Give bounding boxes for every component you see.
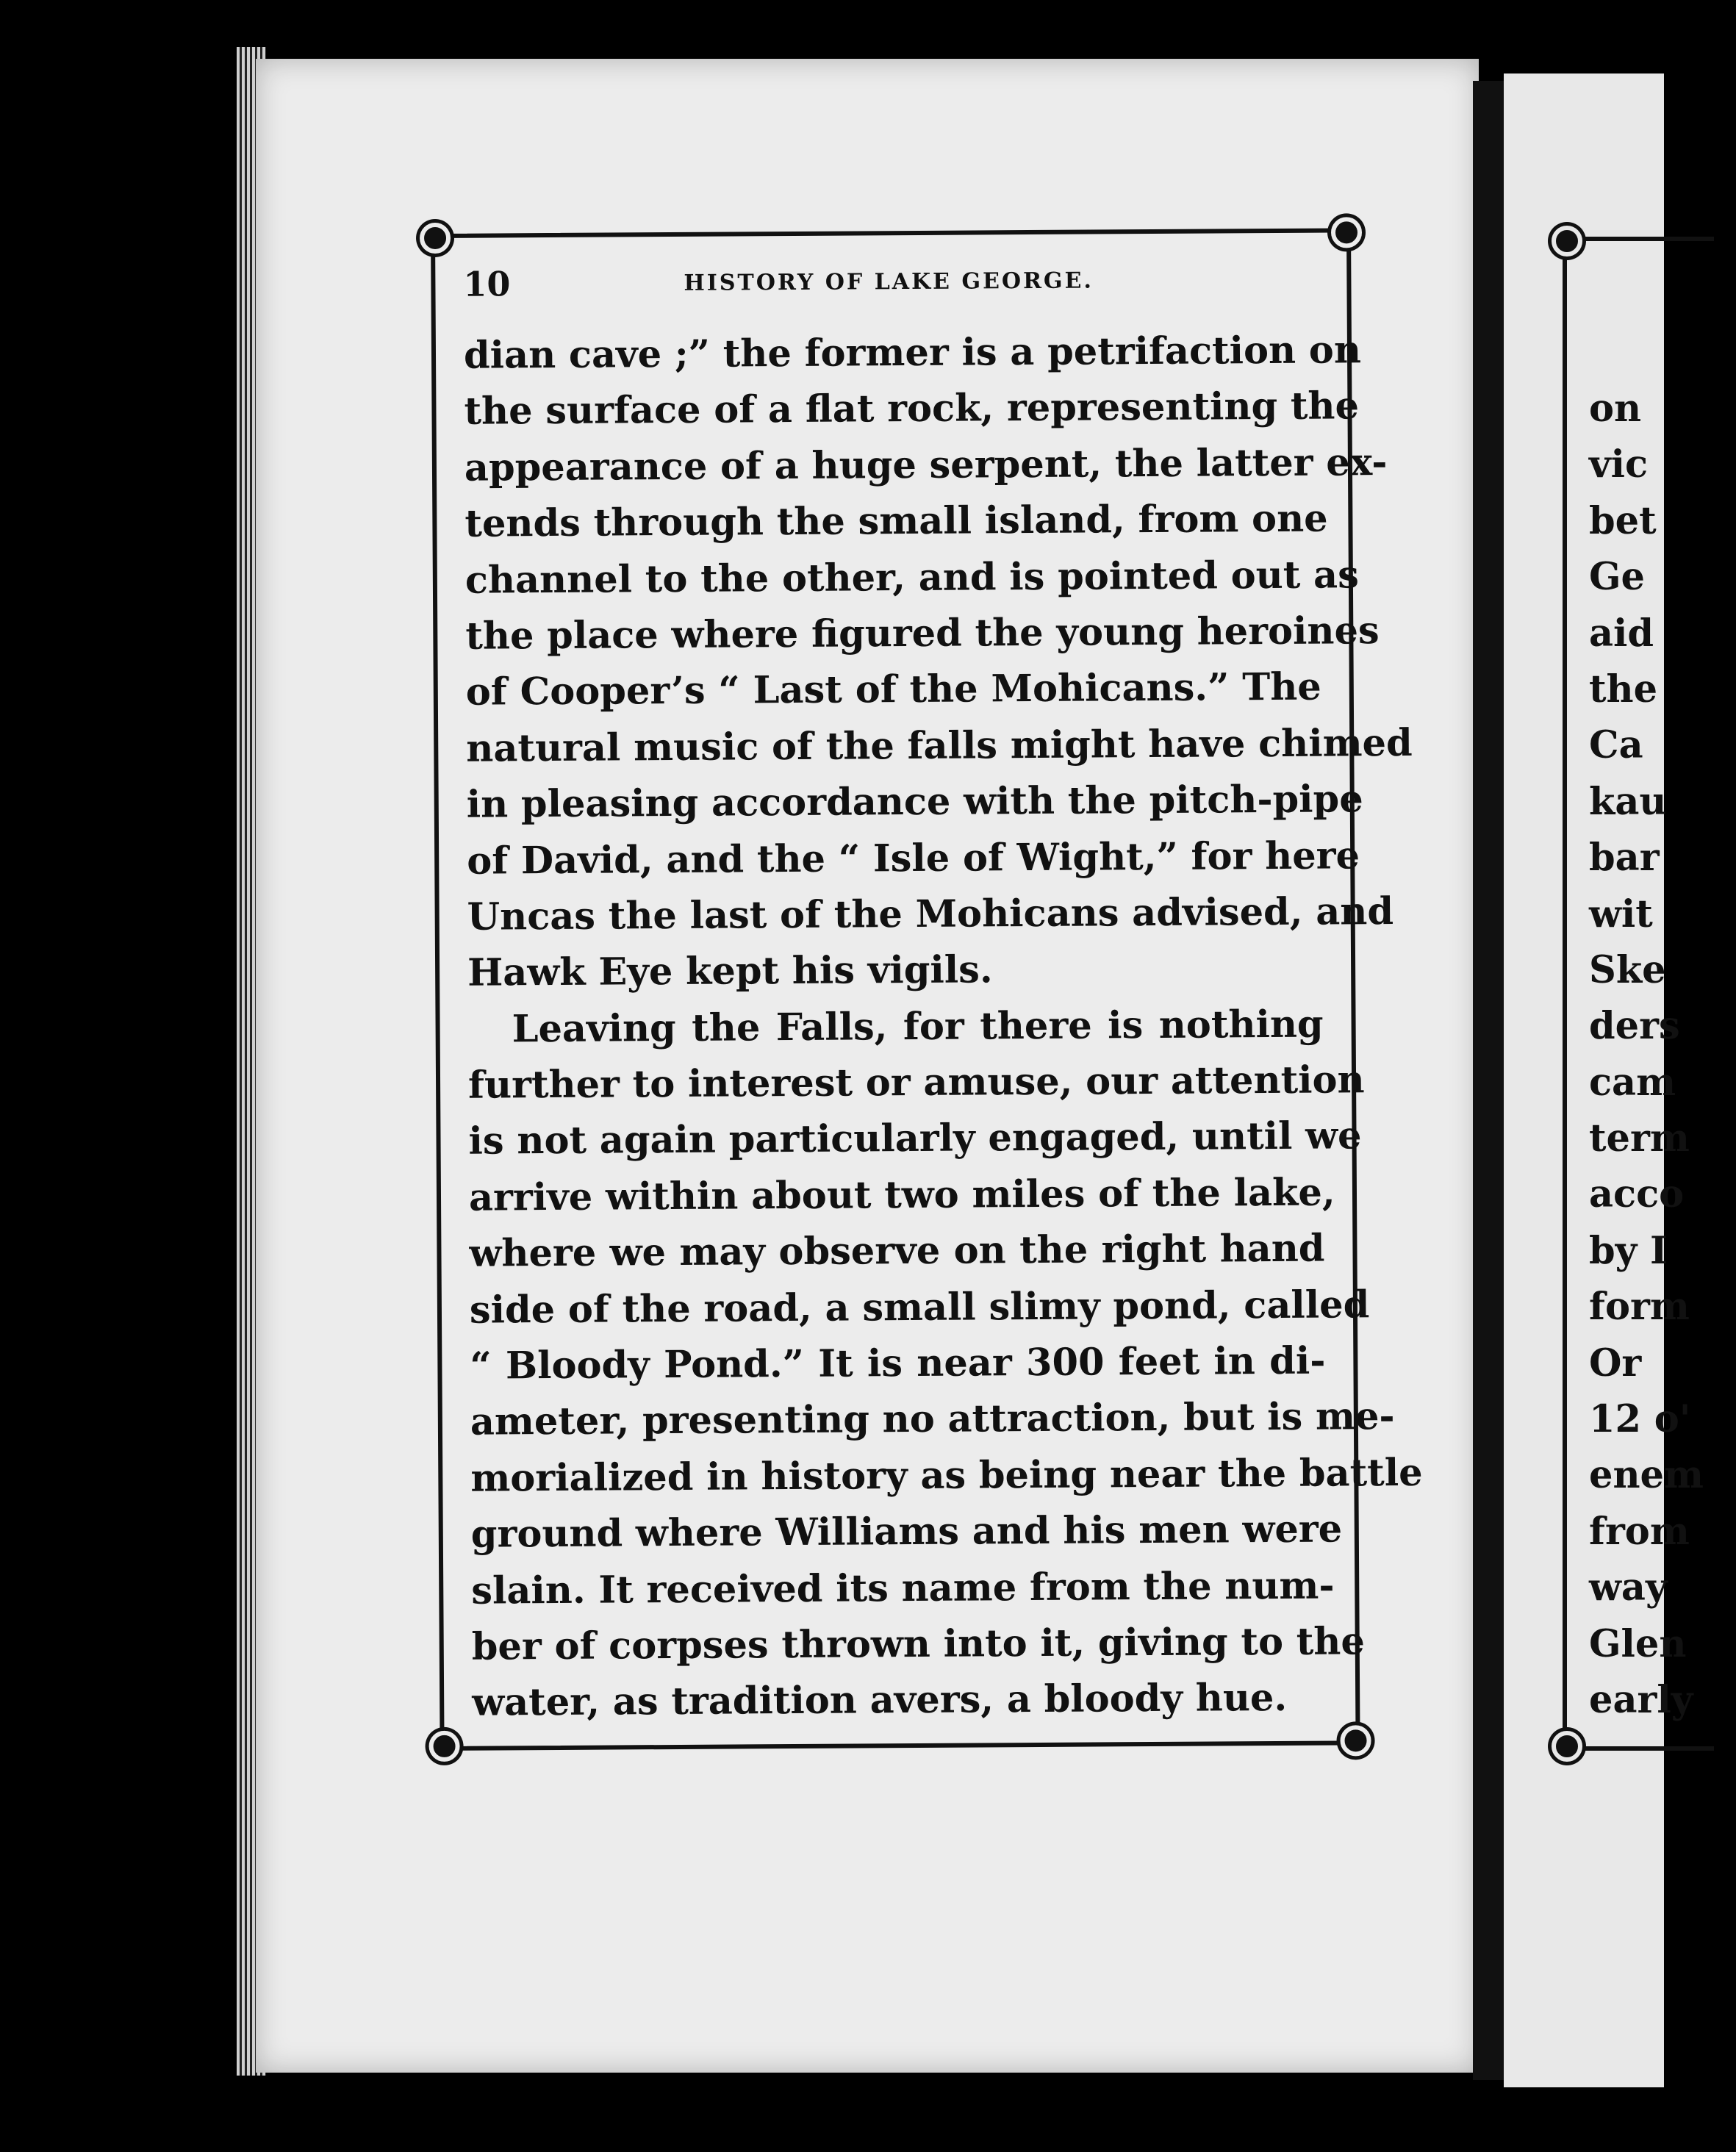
text-line: dian cave ;” the former is a petrifaction on	[463, 328, 1362, 378]
text-line: the surface of a flat rock, representing the	[464, 384, 1360, 434]
frame-corner-ornament	[1331, 217, 1362, 248]
facing-text-line: acco	[1589, 1172, 1685, 1217]
text-line: tends through the small island, from one	[465, 496, 1328, 546]
text-line: Hawk Eye kept his vigils.	[467, 947, 993, 996]
facing-page-text	[1589, 381, 1736, 1728]
facing-text-line: on	[1589, 387, 1642, 431]
facing-text-line: Glen	[1589, 1621, 1687, 1666]
text-line: channel to the other, and is pointed out as	[465, 552, 1360, 603]
facing-text-line: term	[1589, 1116, 1690, 1161]
text-line: ber of corpses thrown into it, giving to the	[471, 1619, 1366, 1669]
frame-corner-ornament	[428, 1731, 459, 1762]
facing-text-line: early	[1589, 1677, 1693, 1722]
text-line: ground where Williams and his men were	[470, 1507, 1343, 1557]
facing-text-line: Ske	[1589, 947, 1666, 992]
page-header	[463, 259, 1316, 316]
facing-text-line: way	[1589, 1565, 1668, 1610]
facing-text-line: 12 o'	[1589, 1397, 1691, 1442]
book-gutter	[1473, 81, 1504, 2080]
page-number: 10	[463, 264, 511, 304]
running-head: HISTORY OF LAKE GEORGE.	[684, 268, 1094, 296]
facing-text-line: enem	[1589, 1453, 1704, 1498]
text-line: natural music of the falls might have chimed	[466, 720, 1413, 771]
text-line: side of the road, a small slimy pond, called	[469, 1282, 1370, 1333]
body-text	[463, 323, 1423, 1732]
facing-text-line: the	[1589, 667, 1658, 711]
frame-corner-ornament	[420, 223, 451, 254]
facing-text-line: Ge	[1589, 555, 1646, 600]
text-line: “ Bloody Pond.” It is near 300 feet in di-	[470, 1338, 1326, 1388]
frame-corner-ornament	[1552, 226, 1582, 257]
text-line: morialized in history as being near the battle	[470, 1450, 1423, 1501]
text-line: appearance of a huge serpent, the latter ex-	[464, 440, 1388, 490]
text-line: water, as tradition avers, a bloody hue.	[472, 1676, 1288, 1726]
facing-text-line: aid	[1589, 611, 1654, 656]
facing-text-line: from	[1589, 1509, 1690, 1554]
text-line: arrive within about two miles of the lake,	[468, 1170, 1335, 1220]
facing-text-line: Or	[1589, 1341, 1642, 1385]
text-line: ameter, presenting no attraction, but is me-	[470, 1394, 1395, 1445]
text-line: of Cooper’s “ Last of the Mohicans.” The	[465, 664, 1321, 715]
frame-corner-ornament	[1340, 1725, 1371, 1756]
facing-page-frame	[1563, 237, 1714, 1751]
text-line: of David, and the “ Isle of Wight,” for here	[467, 833, 1360, 883]
text-line: Leaving the Falls, for there is nothing	[512, 1002, 1324, 1052]
facing-text-line: vic	[1589, 442, 1649, 487]
text-line: the place where figured the young heroines	[465, 609, 1380, 659]
text-frame	[431, 228, 1423, 1751]
facing-text-line: wit	[1589, 892, 1653, 936]
facing-text-line: kau	[1589, 779, 1667, 824]
text-line: Uncas the last of the Mohicans advised, and	[467, 889, 1394, 939]
text-line: where we may observe on the right hand	[469, 1226, 1325, 1276]
text-line: slain. It received its name from the num-	[471, 1563, 1335, 1613]
facing-text-line: Ca	[1589, 723, 1643, 768]
facing-text-line: form	[1589, 1285, 1690, 1330]
text-line: further to interest or amuse, our attention	[467, 1058, 1365, 1108]
facing-text-line: bar	[1589, 836, 1660, 880]
facing-text-line: cam	[1589, 1060, 1676, 1105]
facing-text-line: by I	[1589, 1228, 1668, 1273]
facing-text-line: bet	[1589, 498, 1657, 543]
frame-corner-ornament	[1552, 1731, 1582, 1762]
facing-text-line: ders	[1589, 1004, 1680, 1049]
text-line: in pleasing accordance with the pitch-pipe	[466, 777, 1363, 827]
text-line: is not again particularly engaged, until we	[468, 1113, 1362, 1164]
